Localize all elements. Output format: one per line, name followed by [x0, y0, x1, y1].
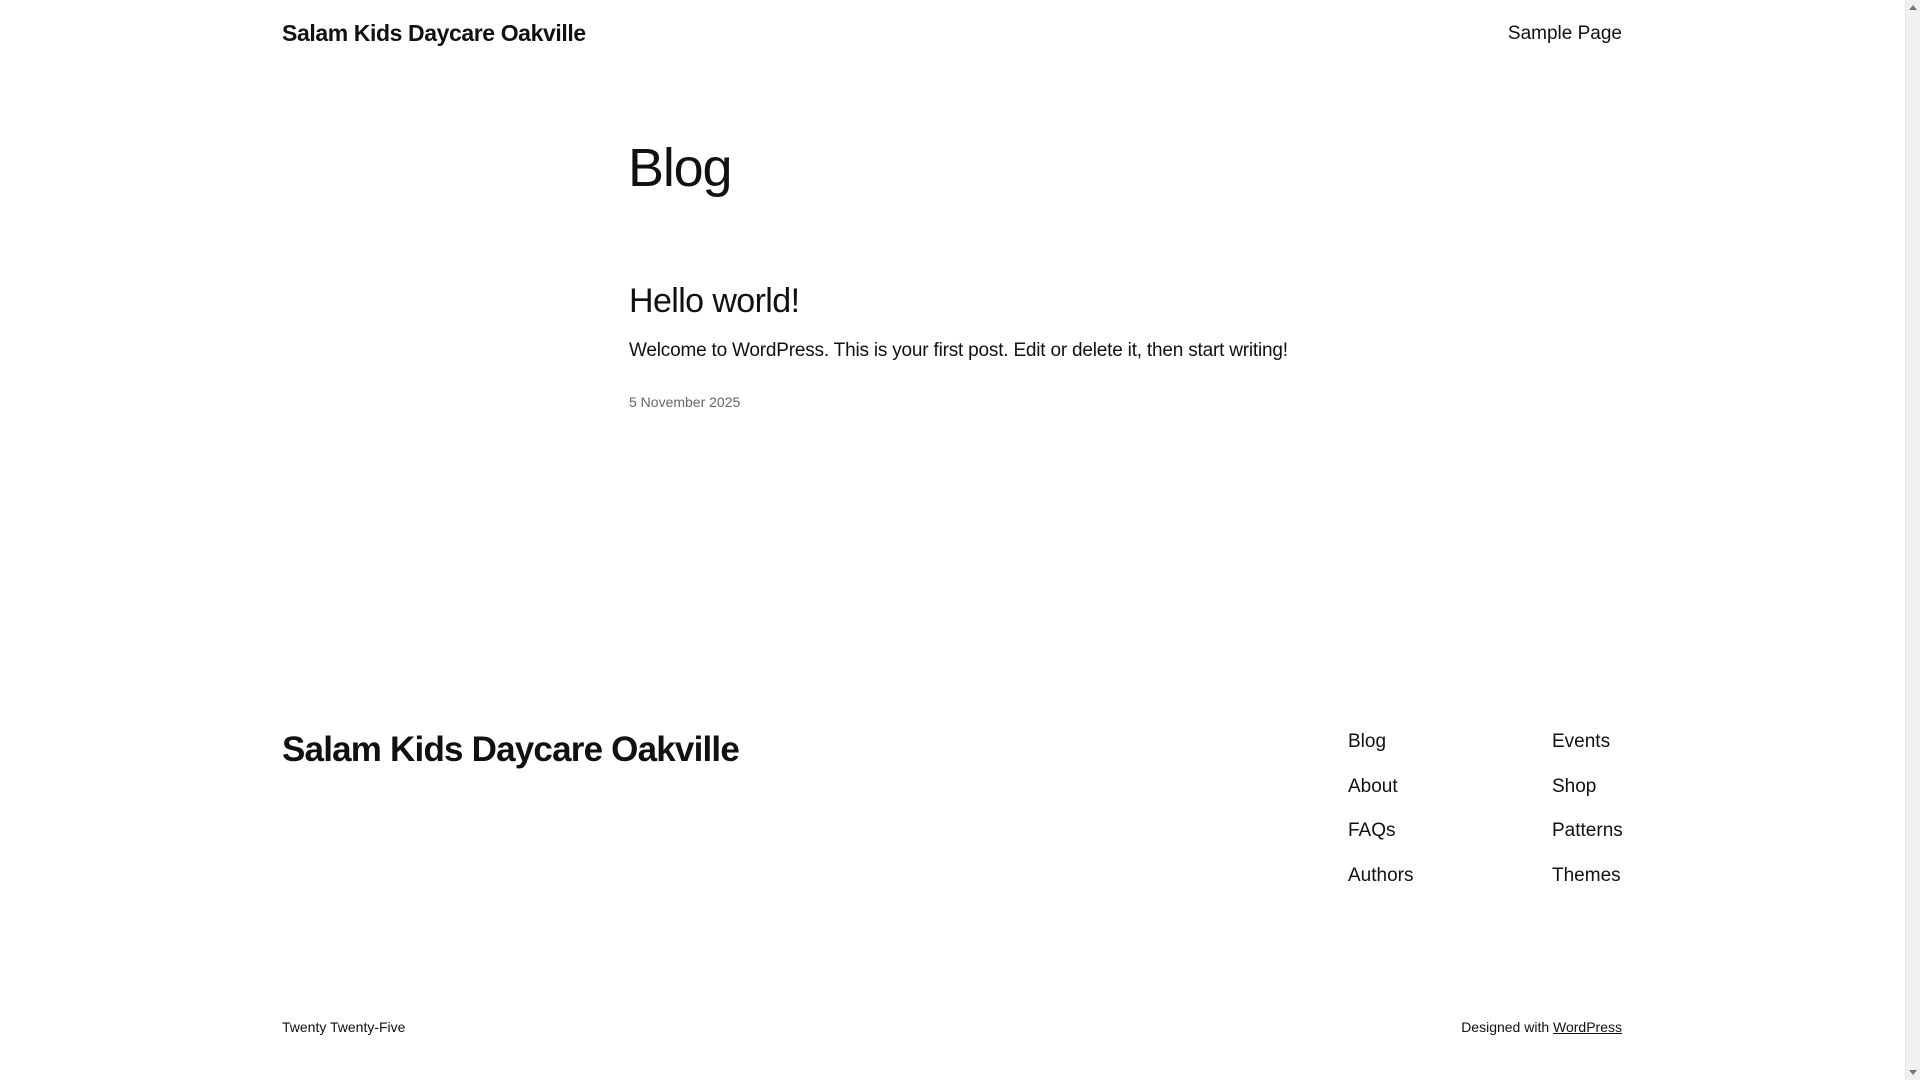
footer-link-themes[interactable]: Themes	[1552, 864, 1621, 886]
scroll-up-arrow-icon[interactable]	[1909, 5, 1917, 10]
footer-link-faqs[interactable]: FAQs	[1348, 820, 1396, 841]
footer-site-title-link[interactable]: Salam Kids Daycare Oakville	[282, 730, 740, 769]
nav-sample-page-link[interactable]: Sample Page	[1507, 23, 1622, 44]
theme-credit: Twenty Twenty-Five	[282, 1019, 406, 1035]
designed-with-credit	[1461, 1019, 1622, 1035]
vertical-scrollbar[interactable]	[1905, 0, 1920, 1080]
footer-nav-secondary	[1552, 730, 1623, 908]
scroll-down-arrow-icon[interactable]	[1909, 1070, 1917, 1075]
wordpress-link[interactable]: WordPress	[1553, 1019, 1622, 1035]
footer-link-authors[interactable]: Authors	[1348, 864, 1414, 886]
designed-with-text: Designed with	[1461, 1019, 1550, 1035]
post-title-link[interactable]: Hello world!	[629, 282, 800, 320]
post-excerpt: Welcome to WordPress. This is your first post. Edit or delete it, then start writing!	[629, 340, 1288, 361]
footer-link-patterns[interactable]: Patterns	[1552, 820, 1623, 841]
footer-link-shop[interactable]: Shop	[1552, 775, 1597, 797]
footer-link-about[interactable]: About	[1348, 775, 1398, 797]
site-title-link[interactable]: Salam Kids Daycare Oakville	[282, 20, 586, 46]
page-title: Blog	[628, 138, 732, 198]
footer-link-blog[interactable]: Blog	[1348, 731, 1387, 752]
post-date[interactable]: 5 November 2025	[629, 394, 741, 410]
footer-nav-primary	[1348, 730, 1413, 908]
footer-link-events[interactable]: Events	[1552, 731, 1611, 752]
